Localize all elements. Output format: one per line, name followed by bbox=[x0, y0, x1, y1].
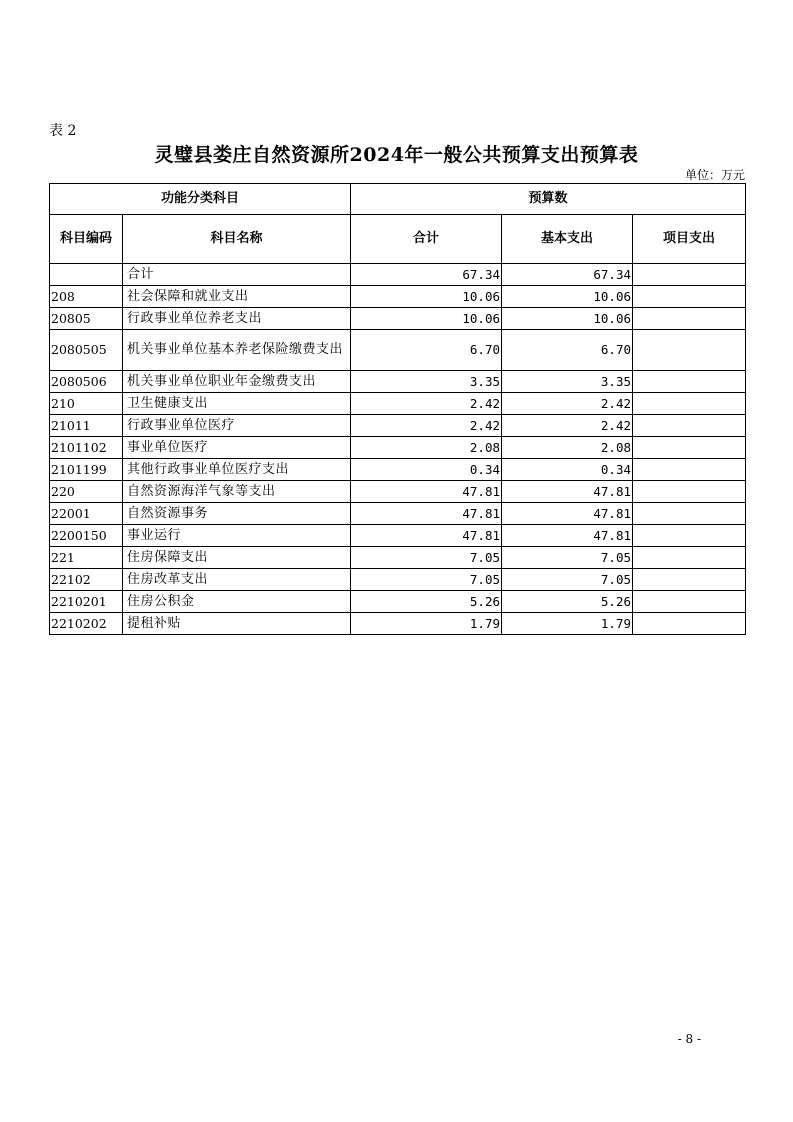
cell-basic: 2.42 bbox=[502, 393, 633, 415]
cell-total: 47.81 bbox=[351, 525, 502, 547]
unit-label: 单位：万元 bbox=[684, 168, 745, 182]
cell-basic: 1.79 bbox=[502, 613, 633, 635]
header-budget: 预算数 bbox=[351, 184, 746, 215]
cell-total: 3.35 bbox=[351, 371, 502, 393]
header-basic: 基本支出 bbox=[502, 215, 633, 264]
cell-name: 其他行政事业单位医疗支出 bbox=[123, 459, 351, 481]
cell-code: 22102 bbox=[50, 569, 123, 591]
cell-total: 47.81 bbox=[351, 481, 502, 503]
cell-code: 210 bbox=[50, 393, 123, 415]
cell-basic: 47.81 bbox=[502, 481, 633, 503]
table-label: 表 2 bbox=[49, 123, 77, 139]
cell-name: 提租补贴 bbox=[123, 613, 351, 635]
cell-total: 2.42 bbox=[351, 415, 502, 437]
cell-basic: 6.70 bbox=[502, 330, 633, 371]
header-name: 科目名称 bbox=[123, 215, 351, 264]
cell-code bbox=[50, 264, 123, 286]
cell-project bbox=[633, 371, 746, 393]
cell-basic: 47.81 bbox=[502, 503, 633, 525]
cell-basic: 10.06 bbox=[502, 308, 633, 330]
header-total: 合计 bbox=[351, 215, 502, 264]
cell-project bbox=[633, 613, 746, 635]
cell-name: 卫生健康支出 bbox=[123, 393, 351, 415]
cell-project bbox=[633, 264, 746, 286]
header-project: 项目支出 bbox=[633, 215, 746, 264]
cell-basic: 5.26 bbox=[502, 591, 633, 613]
cell-code: 2210202 bbox=[50, 613, 123, 635]
cell-basic: 0.34 bbox=[502, 459, 633, 481]
table-row bbox=[50, 569, 746, 591]
cell-name: 事业单位医疗 bbox=[123, 437, 351, 459]
cell-total: 1.79 bbox=[351, 613, 502, 635]
header-code: 科目编码 bbox=[50, 215, 123, 264]
table-row bbox=[50, 547, 746, 569]
table-row bbox=[50, 613, 746, 635]
cell-total: 10.06 bbox=[351, 286, 502, 308]
cell-code: 208 bbox=[50, 286, 123, 308]
table-row bbox=[50, 264, 746, 286]
header-functional-class: 功能分类科目 bbox=[50, 184, 351, 215]
cell-basic: 67.34 bbox=[502, 264, 633, 286]
table-row bbox=[50, 591, 746, 613]
cell-name: 住房公积金 bbox=[123, 591, 351, 613]
cell-name: 机关事业单位职业年金缴费支出 bbox=[123, 371, 351, 393]
cell-name: 合计 bbox=[123, 264, 351, 286]
cell-name: 机关事业单位基本养老保险缴费支出 bbox=[123, 330, 351, 371]
table-row bbox=[50, 459, 746, 481]
cell-total: 47.81 bbox=[351, 503, 502, 525]
cell-code: 221 bbox=[50, 547, 123, 569]
cell-project bbox=[633, 525, 746, 547]
table-row bbox=[50, 525, 746, 547]
cell-name: 社会保障和就业支出 bbox=[123, 286, 351, 308]
cell-basic: 2.08 bbox=[502, 437, 633, 459]
cell-total: 67.34 bbox=[351, 264, 502, 286]
cell-project bbox=[633, 481, 746, 503]
budget-table bbox=[49, 183, 746, 635]
cell-total: 10.06 bbox=[351, 308, 502, 330]
table-row bbox=[50, 308, 746, 330]
page-title: 灵璧县娄庄自然资源所2024年一般公共预算支出预算表 bbox=[154, 144, 639, 166]
cell-code: 2101102 bbox=[50, 437, 123, 459]
table-row bbox=[50, 393, 746, 415]
cell-total: 7.05 bbox=[351, 547, 502, 569]
cell-project bbox=[633, 503, 746, 525]
cell-total: 2.42 bbox=[351, 393, 502, 415]
cell-project bbox=[633, 393, 746, 415]
cell-project bbox=[633, 415, 746, 437]
cell-basic: 7.05 bbox=[502, 569, 633, 591]
cell-project bbox=[633, 437, 746, 459]
cell-name: 自然资源海洋气象等支出 bbox=[123, 481, 351, 503]
cell-basic: 2.42 bbox=[502, 415, 633, 437]
table-row bbox=[50, 286, 746, 308]
cell-code: 2200150 bbox=[50, 525, 123, 547]
page-number: - 8 - bbox=[677, 1032, 701, 1046]
cell-project bbox=[633, 547, 746, 569]
cell-total: 6.70 bbox=[351, 330, 502, 371]
table-row bbox=[50, 415, 746, 437]
cell-code: 220 bbox=[50, 481, 123, 503]
table-row bbox=[50, 437, 746, 459]
cell-basic: 47.81 bbox=[502, 525, 633, 547]
cell-name: 自然资源事务 bbox=[123, 503, 351, 525]
table-row bbox=[50, 503, 746, 525]
cell-code: 2080505 bbox=[50, 330, 123, 371]
cell-name: 住房改革支出 bbox=[123, 569, 351, 591]
cell-name: 行政事业单位医疗 bbox=[123, 415, 351, 437]
cell-name: 行政事业单位养老支出 bbox=[123, 308, 351, 330]
cell-project bbox=[633, 459, 746, 481]
table-row bbox=[50, 330, 746, 371]
cell-code: 2210201 bbox=[50, 591, 123, 613]
cell-code: 2101199 bbox=[50, 459, 123, 481]
table-row bbox=[50, 371, 746, 393]
cell-project bbox=[633, 591, 746, 613]
cell-project bbox=[633, 308, 746, 330]
cell-total: 5.26 bbox=[351, 591, 502, 613]
cell-total: 2.08 bbox=[351, 437, 502, 459]
cell-project bbox=[633, 286, 746, 308]
cell-total: 7.05 bbox=[351, 569, 502, 591]
cell-name: 事业运行 bbox=[123, 525, 351, 547]
cell-code: 2080506 bbox=[50, 371, 123, 393]
cell-code: 20805 bbox=[50, 308, 123, 330]
cell-code: 21011 bbox=[50, 415, 123, 437]
table-row bbox=[50, 481, 746, 503]
cell-code: 22001 bbox=[50, 503, 123, 525]
cell-total: 0.34 bbox=[351, 459, 502, 481]
cell-basic: 7.05 bbox=[502, 547, 633, 569]
cell-project bbox=[633, 569, 746, 591]
cell-basic: 3.35 bbox=[502, 371, 633, 393]
cell-project bbox=[633, 330, 746, 371]
cell-name: 住房保障支出 bbox=[123, 547, 351, 569]
cell-basic: 10.06 bbox=[502, 286, 633, 308]
